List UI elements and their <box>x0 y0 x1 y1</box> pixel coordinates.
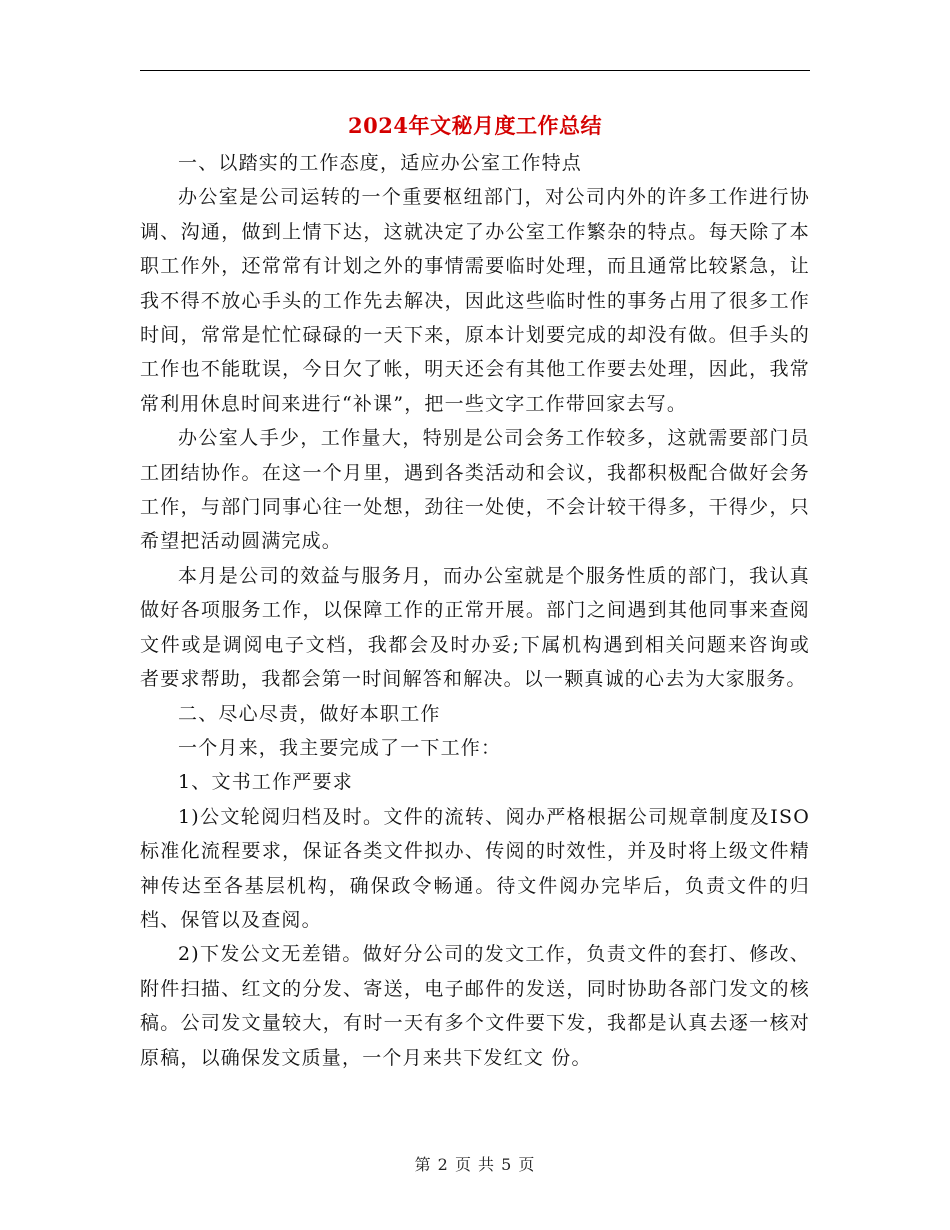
section-heading-2: 二、尽心尽责，做好本职工作 <box>178 702 441 725</box>
subheading-document-work: 1、文书工作严要求 <box>178 771 353 794</box>
document-body <box>140 146 810 1075</box>
paragraph-archiving: 1)公文轮阅归档及时。文件的流转、阅办严格根据公司规章制度及ISO标准化流程要求，保证各类文件拟办、传阅的时效性，并及时将上级文件精神传达至各基层机构，确保政令畅通。待文件阅办完毕后，负责文件的归档、保管以及查阅。 <box>140 805 810 931</box>
document-title: 2024年文秘月度工作总结 <box>348 113 602 138</box>
paragraph-work-intro: 一个月来，我主要完成了一下工作： <box>178 736 502 759</box>
paragraph-office-characteristics: 办公室是公司运转的一个重要枢纽部门，对公司内外的许多工作进行协调、沟通，做到上情下达，这就决定了办公室工作繁杂的特点。每天除了本职工作外，还常常有计划之外的事情需要临时处理，而且通常比较紧急，让我不得不放心手头的工作先去解决，因此这些临时性的事务占用了很多工作时间，常常是忙忙碌碌的一天下来，原本计划要完成的却没有做。但手头的工作也不能耽误，今日欠了帐，明天还会有其他工作要去处理，因此，我常常利用休息时间来进行“补课”，把一些文字工作带回家去写。 <box>140 186 810 415</box>
header-rule <box>140 70 810 71</box>
paragraph-teamwork: 办公室人手少，工作量大，特别是公司会务工作较多，这就需要部门员工团结协作。在这一个月里，遇到各类活动和会议，我都积极配合做好会务工作，与部门同事心往一处想，劲往一处使，不会计较干得多，干得少，只希望把活动圆满完成。 <box>140 427 810 553</box>
paragraph-issuing: 2)下发公文无差错。做好分公司的发文工作，负责文件的套打、修改、附件扫描、红文的分发、寄送，电子邮件的发送，同时协助各部门发文的核稿。公司发文量较大，有时一天有多个文件要下发，我都是认真去逐一核对原稿，以确保发文质量，一个月来共下发红文 份。 <box>140 943 810 1069</box>
section-heading-1: 一、以踏实的工作态度，适应办公室工作特点 <box>178 152 583 174</box>
page-indicator: 第 2 页 共 5 页 <box>414 1155 536 1174</box>
paragraph-service-month: 本月是公司的效益与服务月，而办公室就是个服务性质的部门，我认真做好各项服务工作，以保障工作的正常开展。部门之间遇到其他同事来查阅文件或是调阅电子文档，我都会及时办妥;下属机构遇到相关问题来咨询或者要求帮助，我都会第一时间解答和解决。以一颗真诚的心去为大家服务。 <box>140 564 810 691</box>
